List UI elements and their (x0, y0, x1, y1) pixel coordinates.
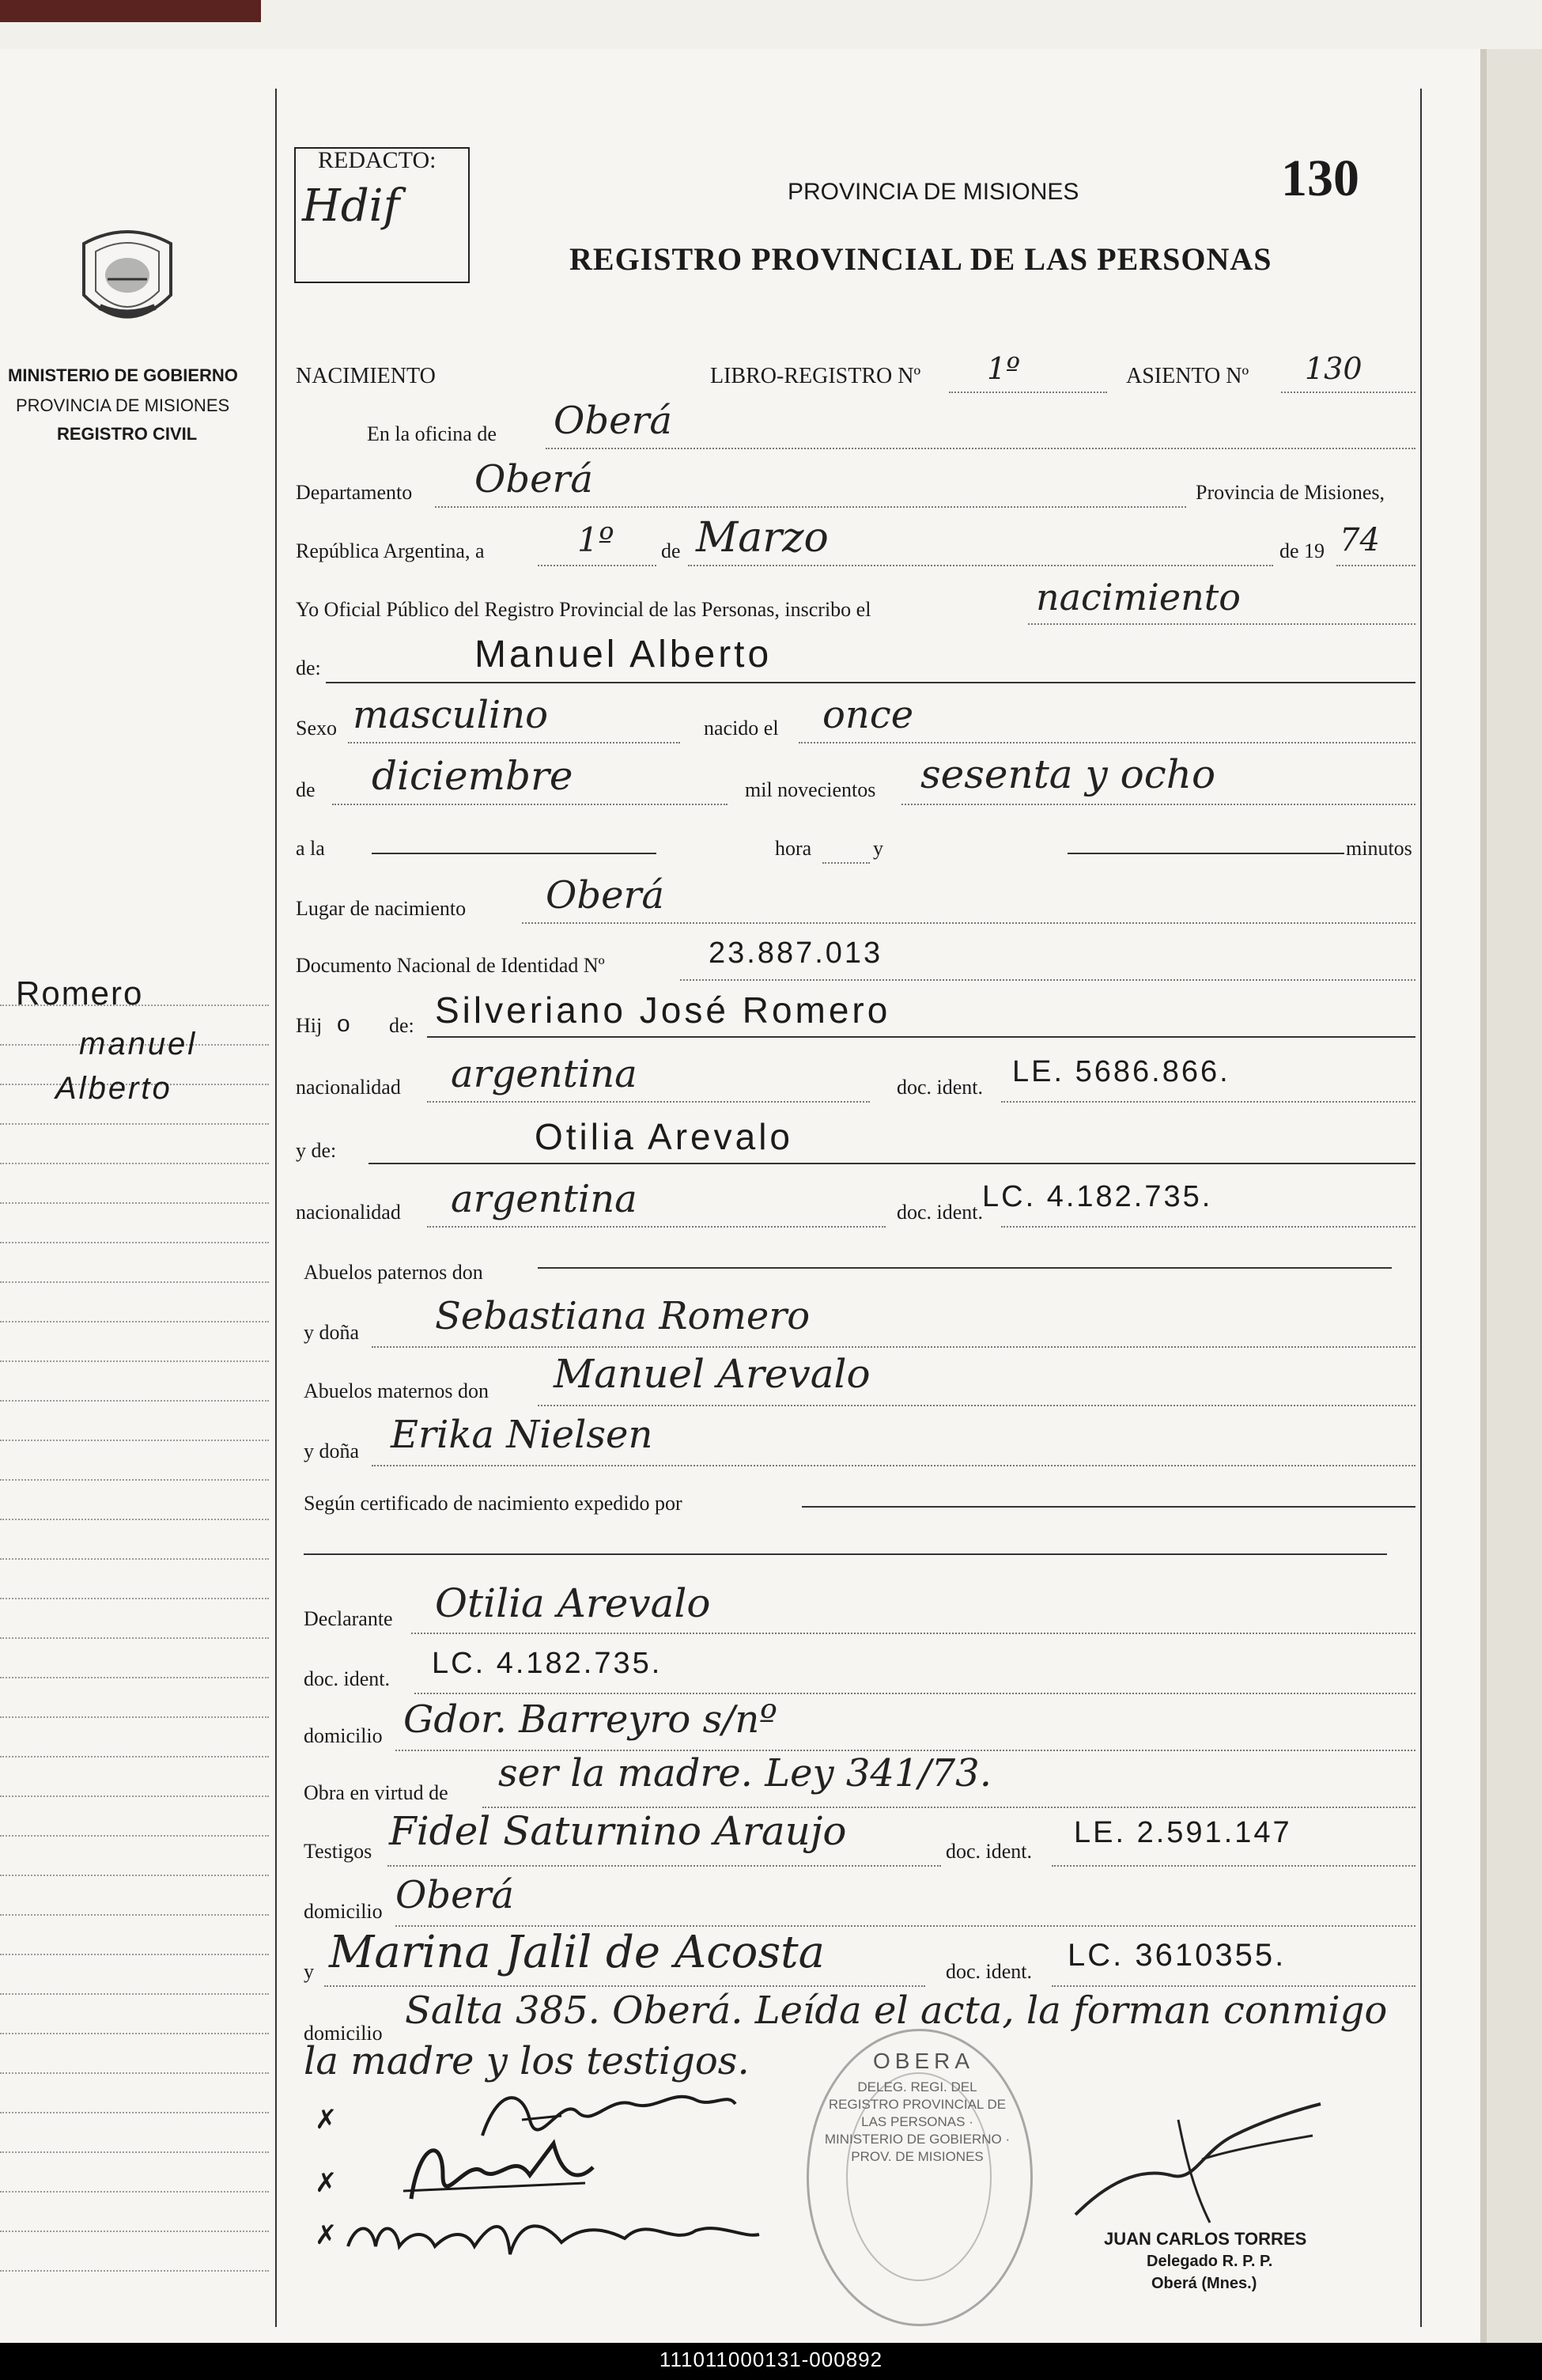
stamp-ring-text: DELEG. REGI. DEL REGISTRO PROVINCIAL DE LAS PERSONAS · MINISTERIO DE GOBIERNO · PROV. DE MISIONES (824, 2079, 1011, 2164)
mother-name-value: Otilia Arevalo (535, 1116, 794, 1157)
testigo2-y-label: y (304, 1960, 314, 1983)
abuelo-materno-value: Manuel Arevalo (554, 1351, 871, 1397)
declarante-value: Otilia Arevalo (435, 1580, 711, 1626)
signature-mark: ✗ (315, 2169, 338, 2198)
signature-witness2-icon (340, 2199, 767, 2270)
child-name-value: Manuel Alberto (474, 634, 773, 675)
dni-label: Documento Nacional de Identidad Nº (296, 954, 605, 977)
margin-line (0, 1558, 269, 1561)
ministry-label: MINISTERIO DE GOBIERNO (8, 365, 238, 385)
stamp-city: OBERA (873, 2049, 975, 2073)
margin-line (0, 1716, 269, 1719)
dni-value: 23.887.013 (709, 936, 883, 970)
closing-text: la madre y los testigos. (304, 2039, 750, 2083)
mil-value: sesenta y ocho (920, 751, 1216, 797)
asiento-value: 130 (1305, 351, 1362, 386)
page-number: 130 (1281, 149, 1359, 207)
mil-label: mil novecientos (745, 778, 876, 801)
domicilio-testigo2-value: Salta 385. Oberá. Leída el acta, la forman conmigo (405, 1988, 1388, 2033)
margin-line (0, 1875, 269, 1877)
abuelos-maternos-label: Abuelos maternos don (304, 1379, 489, 1402)
republica-label: República Argentina, a (296, 539, 485, 562)
testigo1-value: Fidel Saturnino Araujo (389, 1808, 847, 1854)
official-name: JUAN CARLOS TORRES (1104, 2229, 1307, 2249)
oficina-label: En la oficina de (367, 422, 497, 445)
doc-testigo2-value: LC. 3610355. (1068, 1938, 1287, 1973)
nacido-value: once (822, 693, 914, 737)
abuela-materna-value: Erika Nielsen (391, 1413, 653, 1457)
y-label: y (873, 837, 883, 860)
official-place: Oberá (Mnes.) (1151, 2275, 1257, 2292)
de-label: de (661, 539, 681, 562)
doc-testigo1-value: LE. 2.591.147 (1074, 1816, 1292, 1849)
day-value: 1º (577, 520, 614, 559)
oficial-value: nacimiento (1036, 576, 1241, 619)
margin-line (0, 2112, 269, 2114)
abuela-paterna-label: y doña (304, 1321, 360, 1344)
margin-line (0, 2072, 269, 2075)
margin-rule-left (275, 89, 277, 2327)
margin-line (0, 1281, 269, 1284)
margin-line (0, 1914, 269, 1916)
hijo-suffix: o (337, 1011, 350, 1037)
abuela-materna-label: y doña (304, 1440, 360, 1462)
margin-line (0, 1202, 269, 1205)
margin-line (0, 1400, 269, 1402)
year-value: 74 (1340, 522, 1380, 558)
declarante-label: Declarante (304, 1607, 393, 1630)
margin-line (0, 2151, 269, 2154)
birth-month-value: diciembre (372, 753, 573, 799)
document-id: 111011000131-000892 (659, 2348, 883, 2371)
sexo-value: masculino (353, 693, 549, 737)
registry-title: REGISTRO PROVINCIAL DE LAS PERSONAS (569, 241, 1272, 277)
margin-line (0, 1123, 269, 1126)
testigos-label: Testigos (304, 1840, 372, 1863)
margin-line (0, 1756, 269, 1758)
doc-father-label: doc. ident. (897, 1076, 984, 1099)
month-value: Marzo (696, 514, 829, 562)
margin-line (0, 1795, 269, 1798)
margin-line (0, 1835, 269, 1837)
book-cover-edge (0, 0, 261, 22)
margin-line (0, 1598, 269, 1600)
oficina-value: Oberá (554, 399, 673, 443)
margin-line (0, 1360, 269, 1363)
margin-note-surname: Romero (16, 974, 144, 1012)
oficial-label: Yo Oficial Público del Registro Provincial de las Personas, inscribo el (296, 598, 871, 621)
father-name-value: Silveriano José Romero (435, 989, 891, 1031)
margin-note-firstname: manuel (79, 1027, 198, 1061)
margin-line (0, 1677, 269, 1679)
margin-line (0, 1440, 269, 1442)
libro-label: LIBRO-REGISTRO Nº (710, 364, 921, 388)
departamento-value: Oberá (474, 457, 594, 501)
margin-line (0, 1954, 269, 1956)
margin-note-middlename: Alberto (55, 1071, 172, 1106)
margin-line (0, 2231, 269, 2233)
provincia-label: Provincia de Misiones, (1196, 481, 1385, 504)
ala-label: a la (296, 837, 325, 860)
libro-value: 1º (987, 351, 1021, 386)
doc-mother-value: LC. 4.182.735. (982, 1180, 1213, 1213)
abuelos-paternos-label: Abuelos paternos don (304, 1261, 483, 1284)
obra-value: ser la madre. Ley 341/73. (498, 1751, 992, 1795)
civil-registry-label: REGISTRO CIVIL (57, 424, 198, 444)
sexo-label: Sexo (296, 717, 337, 740)
margin-rule-right (1420, 89, 1422, 2327)
domicilio-declarante-value: Gdor. Barreyro s/nº (403, 1697, 777, 1742)
redacto-label: REDACTO: (318, 147, 437, 173)
testigo2-value: Marina Jalil de Acosta (329, 1927, 825, 1978)
doc-declarante-value: LC. 4.182.735. (432, 1647, 663, 1680)
nationality-father-label: nacionalidad (296, 1076, 401, 1099)
margin-line (0, 1519, 269, 1521)
name-de-label: de: (296, 656, 321, 679)
abuela-paterna-value: Sebastiana Romero (435, 1294, 811, 1338)
province-label: PROVINCIA DE MISIONES (16, 395, 230, 415)
mother-de-label: y de: (296, 1139, 337, 1162)
official-title: Delegado R. P. P. (1147, 2253, 1273, 2270)
signature-mark: ✗ (315, 2106, 338, 2135)
margin-line (0, 1242, 269, 1244)
departamento-label: Departamento (296, 481, 413, 504)
margin-line (0, 1637, 269, 1640)
hora-label: hora (775, 837, 812, 860)
birth-month-de-label: de (296, 778, 316, 801)
margin-line (0, 2191, 269, 2193)
year-prefix-label: de 19 (1279, 539, 1325, 562)
record-type-label: NACIMIENTO (296, 364, 436, 388)
asiento-label: ASIENTO Nº (1126, 364, 1249, 388)
margin-line (0, 2270, 269, 2272)
header-province: PROVINCIA DE MISIONES (788, 179, 1079, 205)
doc-testigo2-label: doc. ident. (946, 1960, 1033, 1983)
lugar-value: Oberá (546, 873, 665, 918)
hijo-de-label: de: (389, 1014, 414, 1037)
nationality-mother-value: argentina (451, 1177, 637, 1221)
page-stack-edge (1487, 49, 1542, 2343)
minutos-label: minutos (1346, 837, 1412, 860)
margin-line (0, 2033, 269, 2035)
doc-declarante-label: doc. ident. (304, 1667, 391, 1690)
nationality-father-value: argentina (451, 1052, 637, 1096)
province-crest-icon (68, 220, 187, 339)
domicilio-testigo1-value: Oberá (395, 1873, 515, 1917)
domicilio-declarante-label: domicilio (304, 1724, 383, 1747)
doc-testigo1-label: doc. ident. (946, 1840, 1033, 1863)
nationality-mother-label: nacionalidad (296, 1201, 401, 1224)
signature-mark: ✗ (315, 2221, 338, 2250)
doc-father-value: LE. 5686.866. (1012, 1055, 1230, 1088)
margin-line (0, 1163, 269, 1165)
margin-line (0, 1321, 269, 1323)
obra-label: Obra en virtud de (304, 1781, 448, 1804)
nacido-label: nacido el (704, 717, 779, 740)
redacto-initials: Hdif (302, 180, 400, 232)
domicilio-testigo1-label: domicilio (304, 1900, 383, 1923)
margin-line (0, 1479, 269, 1481)
doc-mother-label: doc. ident. (897, 1201, 984, 1224)
domicilio-testigo2-label: domicilio (304, 2022, 383, 2045)
signature-official-icon (1060, 2088, 1328, 2231)
lugar-label: Lugar de nacimiento (296, 897, 467, 920)
certificado-label: Según certificado de nacimiento expedido por (304, 1492, 682, 1515)
margin-line (0, 1993, 269, 1996)
hijo-label: Hij (296, 1014, 323, 1037)
